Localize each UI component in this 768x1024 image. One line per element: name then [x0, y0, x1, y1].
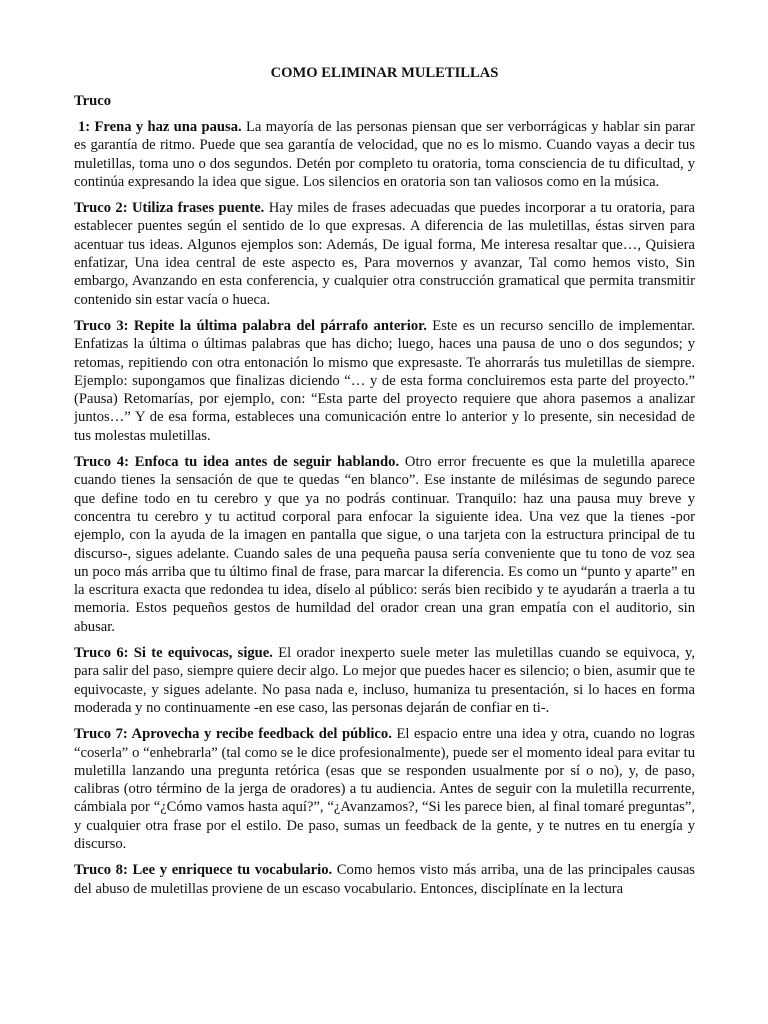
paragraph-truco-6	[74, 644, 695, 717]
paragraph-lead: 1: Frena y haz una pausa.	[78, 119, 242, 135]
paragraph-lead: Truco 4: Enfoca tu idea antes de seguir hablando.	[74, 454, 400, 471]
paragraph-text: El orador inexperto suele meter las muletillas cuando se equivoca, y, para salir del paso, siempre quiere decir algo. Lo mejor que puedes hacer es silencio; o bien, asumir que te equivocaste, y sigues adelante. No pasa nada e, incluso, humaniza tu presentación, si lo haces en forma moderada y no continuamente -en ese caso, las personas dejarán de confiar en ti-.	[74, 645, 695, 716]
paragraph-text: Este es un recurso sencillo de implementar. Enfatizas la última o últimas palabras que has dicho; luego, haces una pausa de uno o dos segundos; y retomas, repitiendo con otra entonación lo mismo que expresaste. Te ahorrarás tus muletillas de siempre. Ejemplo: supongamos que finalizas diciendo “… y de esta forma concluiremos esta parte del proyecto.” (Pausa) Retomarías, por ejemplo, con: “Esta parte del proyecto requiere que ahora pasemos a analizar juntos…” Y de esa forma, estableces una comunicación entre lo anterior y lo presente, sin necesidad de tus molestas muletillas.	[74, 317, 695, 444]
paragraph-text: Hay miles de frases adecuadas que puedes incorporar a tu oratoria, para establecer puentes según el sentido de lo que expresas. A diferencia de las muletillas, éstas sirven para acentuar tus ideas. Algunos ejemplos son: Además, De igual forma, Me interesa resaltar que…, Quisiera enfatizar, Una idea central de este aspecto es, Para movernos y avanzar, Tal como hemos visto, Sin embargo, Avanzando en esta conferencia, y cualquier otra construcción gramatical que permita transmitir contenido sin estar vacía o hueca.	[74, 200, 695, 308]
paragraph-truco-3	[74, 317, 695, 445]
paragraph-lead: Truco 7: Aprovecha y recibe feedback del público.	[74, 726, 392, 743]
paragraph-text: Otro error frecuente es que la muletilla aparece cuando tienes la sensación de que te quedas “en blanco”. Ese instante de milésimas de segundo parece que define todo en tu cerebro y que ya no podrás continuar. Tranquilo: haz una pausa muy breve y concentra tu cerebro y tu actitud corporal para enfocar la siguiente idea. Una vez que la tienes -por ejemplo, con la ayuda de la imagen en pantalla que sigue, o una tarjeta con la estructura principal de tu discurso-, sigues adelante. Cuando sales de una pequeña pausa sería conveniente que tu tono de voz sea un poco más arriba que tu último final de frase, para marcar la diferencia. Es como un “punto y aparte” en la escritura exacta que redondea tu idea, díselo al público: serás bien recibido y te ayudarán a traerla a tu memoria. Estos pequeños gestos de humildad del orador crean una gran empatía con el auditorio, sin abusar.	[74, 454, 695, 635]
paragraph-lead: Truco 6: Si te equivocas, sigue.	[74, 645, 273, 662]
paragraph-text: El espacio entre una idea y otra, cuando no logras “coserla” o “enhebrarla” (tal como se le dice profesionalmente), puede ser el momento ideal para evitar tu muletilla lanzando una pregunta retórica (esas que se responden usualmente por sí o no), y, de paso, calibras (otro término de la jerga de oradores) a tu audiencia. Antes de seguir con la muletilla recurrente, cámbiala por “¿Cómo vamos hasta aquí?”, “¿Avanzamos?, “Si les parece bien, al final tomaré preguntas”, y cualquier otra frase por el estilo. De paso, sumas un feedback de la gente, y te nutres en tu energía y discurso.	[74, 726, 695, 852]
document-title: COMO ELIMINAR MULETILLAS	[270, 65, 499, 81]
paragraph-text: La mayoría de las personas piensan que ser verborrágicas y hablar sin parar es garantía de ritmo. Puede que sea garantía de velocidad, que no es lo mismo. Cuando vayas a decir tus muletillas, toma uno o dos segundos. Detén por completo tu oratoria, toma consciencia de tu dificultad, y continúa expresando la idea que sigue. Los silencios en oratoria son tan valiosos como en la música.	[74, 119, 695, 190]
paragraph-text: Como hemos visto más arriba, una de las principales causas del abuso de muletillas proviene de un escaso vocabulario. Entonces, disciplínate en la lectura	[74, 862, 695, 897]
paragraph-lead: Truco 2: Utiliza frases puente.	[74, 200, 265, 217]
document-page	[74, 64, 695, 1024]
paragraph-lead: Truco 8: Lee y enriquece tu vocabulario.	[74, 862, 333, 879]
paragraph-truco-7	[74, 725, 695, 853]
paragraph-truco-1	[74, 118, 695, 191]
paragraph-truco-4	[74, 453, 695, 636]
paragraph-truco-8	[74, 861, 695, 898]
paragraph-lead: Truco 3: Repite la última palabra del párrafo anterior.	[74, 317, 427, 334]
section-heading: Truco	[74, 93, 112, 109]
paragraph-truco-2	[74, 199, 695, 309]
